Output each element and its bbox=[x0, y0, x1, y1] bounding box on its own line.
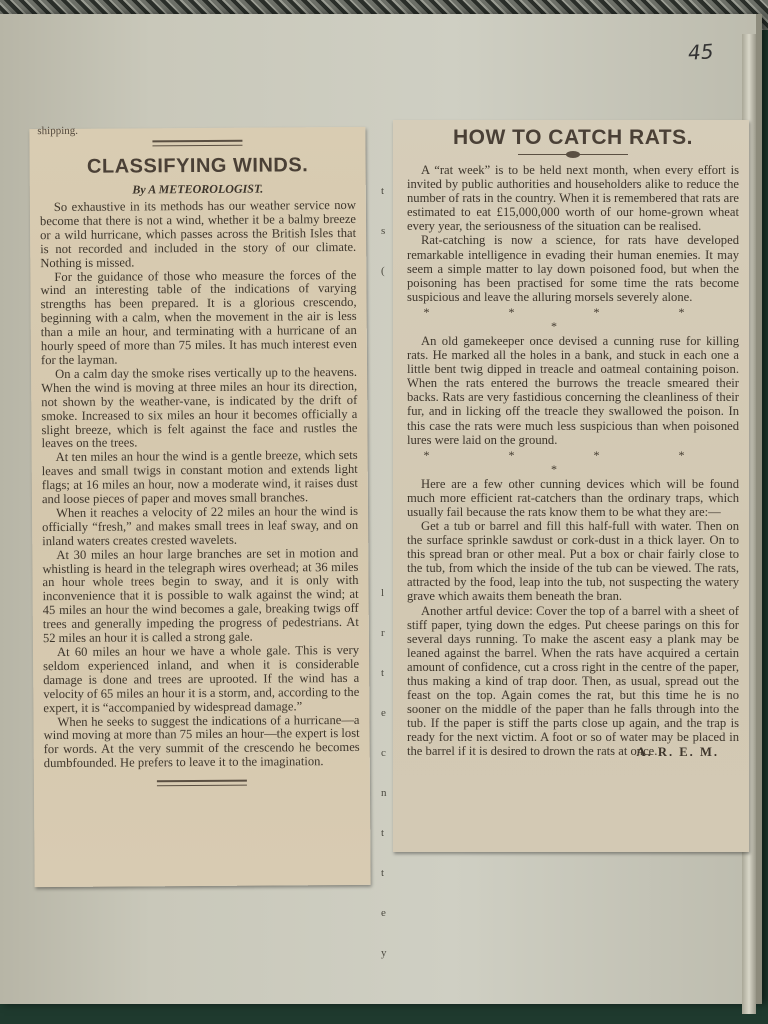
stars-divider: * * * * * bbox=[423, 304, 723, 333]
paragraph: Another artful device: Cover the top of a barrel with a sheet of stiff paper, tying down the edges. Put cheese parings on this for several days running. To make the ascent easy a plank may be leaned against the barrel. When the rats have acquired a certain amount of confidence, cut a cross right in the centre of the paper, thus making a kind of trap door. Then, as usual, spread out the feast on the top. Again comes the rat, but this time he is no sooner on the middle of the paper than he falls through into the tub. If the paper is stiff the parts close up again, and the trap is ready for the next victim. A foot or so of water may be placed in the barrel if it is desired to drown the rats at once. bbox=[407, 603, 739, 759]
headline: CLASSIFYING WINDS. bbox=[86, 154, 309, 178]
article-body bbox=[407, 163, 739, 759]
paragraph: Here are a few other cunning devices which will be found much more efficient rat-catchers than the ordinary traps, which usually fail because the rats know them to be what they are:— bbox=[407, 476, 739, 519]
margin-letter: t bbox=[381, 185, 385, 197]
top-rule bbox=[152, 140, 242, 147]
adjacent-clipping-edge bbox=[381, 120, 393, 959]
paragraph: When he seeks to suggest the indications of a hurricane—a wind moving at more than 75 miles an hour—the expert is lost for words. At the very summit of the crescendo he becomes dumbfounded. He prefers to leave it to the imagination. bbox=[43, 712, 360, 771]
paragraph: At 60 miles an hour we have a whole gale. This is very seldom experienced inland, and when it is considerable damage is done and trees are uprooted. If the wind has a velocity of 65 miles an hour it is a storm, and, according to the expert, it is “accompanied by widespread damage.” bbox=[43, 642, 360, 715]
margin-letter: l bbox=[381, 587, 385, 599]
paragraph: At ten miles an hour the wind is a gentle breeze, which sets leaves and small twigs in constant motion and extends light flags; at 16 miles an hour, now a moderate wind, it raises dust and loose pieces of paper and moves small branches. bbox=[41, 448, 358, 507]
clipping-classifying-winds bbox=[29, 124, 370, 887]
margin-letter: e bbox=[381, 907, 386, 919]
paragraph: An old gamekeeper once devised a cunning ruse for killing rats. He marked all the holes in a bank, and stuck in each one a little bent twig dipped in treacle and oatmeal containing poison. When the rats entered the burrows the treacle smeared their backs. Rats are very fastidious concerning the cleanliness of their fur, and in licking off the treacle they swallowed the poison. In this case the rats were much less suspicious than when poisoned lures were laid on the ground. bbox=[407, 333, 739, 447]
paragraph: For the guidance of those who measure the forces of the wind an interesting table of the indications of varying strengths has been prepared. It is a glorious crescendo, beginning with a calm, when the movement in the air is less than a mile an hour, and terminating with a hurricane of an hourly speed of more than 75 miles. It has much interest even for the layman. bbox=[40, 267, 357, 368]
stars-divider: * * * * * bbox=[423, 447, 723, 476]
margin-letter: e bbox=[381, 707, 386, 719]
paragraph: When it reaches a velocity of 22 miles an hour the wind is officially “fresh,” and makes small trees in leaf sway, and on inland waters creates crested wavelets. bbox=[42, 503, 359, 548]
article-body bbox=[40, 199, 360, 771]
margin-letter: t bbox=[381, 667, 385, 679]
margin-letter: ( bbox=[381, 265, 385, 277]
clipping-how-to-catch-rats bbox=[393, 120, 749, 852]
headline: HOW TO CATCH RATS. bbox=[453, 126, 693, 149]
margin-letter: s bbox=[381, 225, 386, 237]
margin-letter: t bbox=[381, 827, 385, 839]
paragraph: At 30 miles an hour large branches are set in motion and whistling is heard in the telegraph wires overhead; at 36 miles an hour whole trees begin to sway, and it is only with inconvenience that it is possible to walk against the wind; at 45 miles an hour the wind becomes a gale, breaking twigs off trees and generally impeding the progress of pedestrians. At 52 miles an hour it is called a strong gale. bbox=[42, 545, 359, 646]
bottom-rule bbox=[157, 780, 247, 787]
ornament-divider bbox=[518, 154, 628, 155]
margin-letter: y bbox=[381, 947, 387, 959]
margin-letter: r bbox=[381, 627, 385, 639]
page-number: 45 bbox=[687, 39, 715, 65]
paragraph: So exhaustive in its methods has our weather service now become that there is not a wind, whether it be a balmy breeze or a wild hurricane, which passes across the British Isles that is not recorded and included in the story of our climate. Nothing is missed. bbox=[39, 197, 357, 270]
clipping-fragment-text: shipping. bbox=[37, 124, 79, 138]
margin-letter: n bbox=[381, 787, 387, 799]
margin-letter: c bbox=[381, 747, 386, 759]
paragraph: Rat-catching is now a science, for rats have developed remarkable intelligence in evading their human enemies. It may seem a simple matter to lay down poisoned food, but when the poisoning has been practised for some time the rats become suspicious and leave the alluring morsels severely alone. bbox=[407, 233, 739, 304]
byline: By A METEOROLOGIST. bbox=[132, 181, 264, 197]
paragraph: Get a tub or barrel and fill this half-full with water. Then on the surface sprinkle sawdust or cork-dust in a thick layer. On to this spread bran or other meal. Put a box or chair fairly close to the tub, from which the inside of the tub can be viewed. The rats, attracted by the food, leap into the tub, not suspecting the watery grave which awaits them beneath the bran. bbox=[407, 518, 739, 604]
signature: A. R. E. M. bbox=[636, 744, 719, 759]
paragraph: A “rat week” is to be held next month, when every effort is invited by public authorities and householders alike to reduce the number of rats in the country. When it is remembered that rats are estimated to eat £15,000,000 worth of our home-grown wheat every year, the seriousness of the situation can be realised. bbox=[407, 163, 739, 234]
paragraph: On a calm day the smoke rises vertically up to the heavens. When the wind is moving at three miles an hour its direction, not shown by the weather-vane, is indicated by the drift of smoke. Increased to six miles an hour it becomes officially a slight breeze, which is felt against the face and rustles the leaves on the trees. bbox=[41, 364, 358, 451]
margin-letter: t bbox=[381, 867, 385, 879]
